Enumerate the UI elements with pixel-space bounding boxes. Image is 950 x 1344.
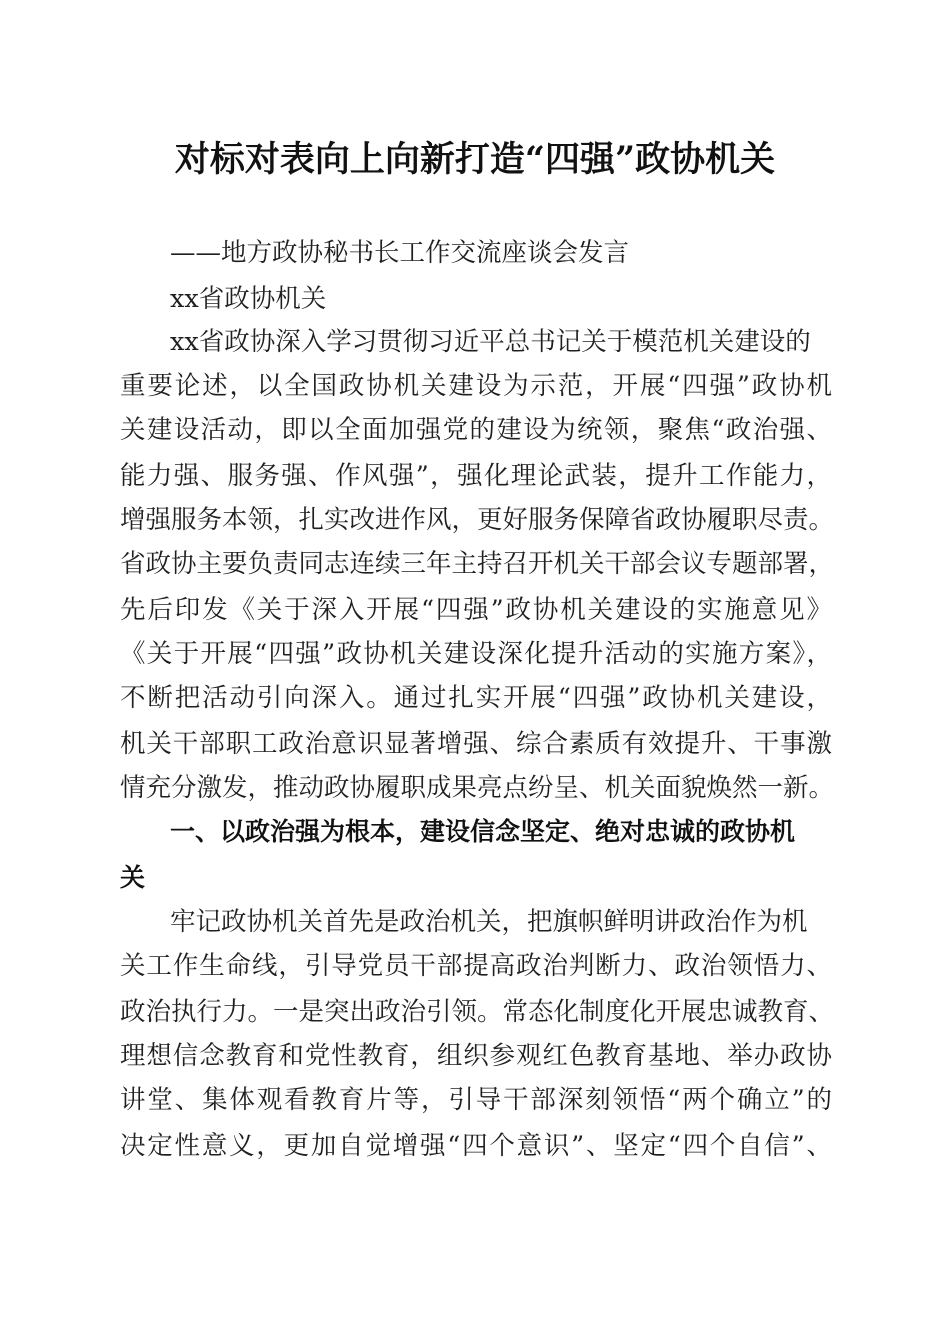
paragraph-line: 先后印发《关于深入开展“四强”政协机关建设的实施意见》 <box>120 595 832 625</box>
document-title: 对标对表向上向新打造“四强”政协机关 <box>174 139 776 180</box>
paragraph-line: 不断把活动引向深入。通过扎实开展“四强”政协机关建设， <box>120 683 832 713</box>
paragraph-line: 机关干部职工政治意识显著增强、综合素质有效提升、干事激 <box>120 729 832 759</box>
paragraph-line: 决定性意义，更加自觉增强“四个意识”、坚定“四个自信”、 <box>120 1131 832 1161</box>
paragraph-line: xx省政协深入学习贯彻习近平总书记关于模范机关建设的 <box>170 327 811 357</box>
paragraph-line: 能力强、服务强、作风强”，强化理论武装，提升工作能力， <box>120 461 832 491</box>
paragraph-line: 情充分激发，推动政协履职成果亮点纷呈、机关面貌焕然一新。 <box>120 773 835 803</box>
paragraph-line: 省政协主要负责同志连续三年主持召开机关干部会议专题部署， <box>120 549 835 579</box>
paragraph-line: 讲堂、集体观看教育片等，引导干部深刻领悟“两个确立”的 <box>120 1085 832 1115</box>
paragraph-line: 关建设活动，即以全面加强党的建设为统领，聚焦“政治强、 <box>120 415 832 445</box>
document-subtitle: ——地方政协秘书长工作交流座谈会发言 <box>170 238 630 268</box>
document-author: xx省政协机关 <box>170 284 327 314</box>
paragraph-line: 关工作生命线，引导党员干部提高政治判断力、政治领悟力、 <box>120 951 832 981</box>
paragraph-line: 重要论述，以全国政协机关建设为示范，开展“四强”政协机 <box>120 371 832 401</box>
paragraph-line: 牢记政协机关首先是政治机关，把旗帜鲜明讲政治作为机 <box>170 907 808 937</box>
paragraph-line: 理想信念教育和党性教育，组织参观红色教育基地、举办政协 <box>120 1041 832 1071</box>
section-heading: 一、以政治强为根本，建设信念坚定、绝对忠诚的政协机 <box>170 817 796 846</box>
section-heading-continued: 关 <box>120 863 146 892</box>
paragraph-line: 《关于开展“四强”政协机关建设深化提升活动的实施方案》， <box>120 639 832 669</box>
paragraph-line: 政治执行力。一是突出政治引领。常态化制度化开展忠诚教育、 <box>120 997 835 1027</box>
paragraph-line: 增强服务本领，扎实改进作风，更好服务保障省政协履职尽责。 <box>120 505 835 535</box>
